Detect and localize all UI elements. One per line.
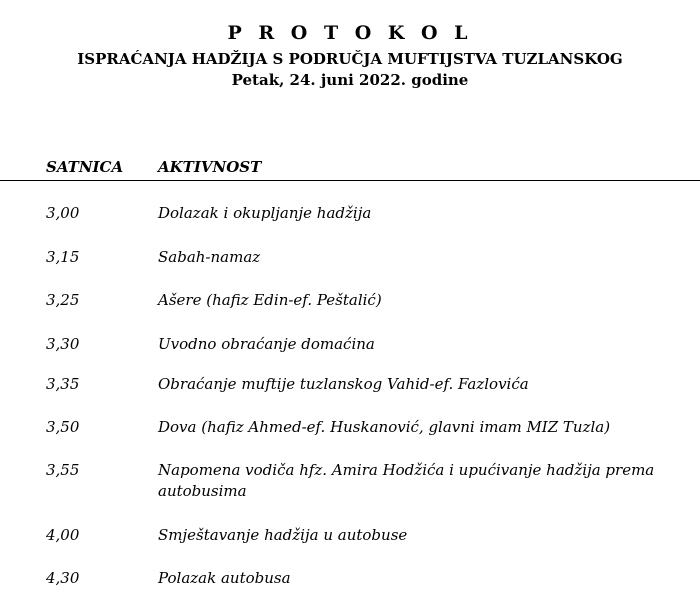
row-activity: Dova (hafiz Ahmed-ef. Huskanović, glavni imam MIZ Tuzla): [158, 418, 611, 436]
document-date: Petak, 24. juni 2022. godine: [231, 71, 469, 89]
column-header-activity: AKTIVNOST: [158, 158, 262, 176]
row-activity: Polazak autobusa: [158, 569, 291, 587]
row-activity: Smještavanje hadžija u autobuse: [158, 526, 408, 544]
row-time: 3,50: [46, 418, 80, 436]
row-activity: Obraćanje muftije tuzlanskog Vahid-ef. Fazlovića: [158, 375, 529, 393]
document-subtitle: ISPRAĆANJA HADŽIJA S PODRUČJA MUFTIJSTVA TUZLANSKOG: [77, 50, 623, 68]
row-time: 3,30: [46, 335, 80, 353]
row-time: 3,55: [46, 461, 80, 479]
row-activity: Sabah-namaz: [158, 248, 261, 266]
row-activity: Napomena vodiča hfz. Amira Hodžića i upućivanje hadžija prema autobusima: [158, 461, 655, 500]
row-activity: Uvodno obraćanje domaćina: [158, 335, 375, 353]
row-time: 3,15: [46, 248, 80, 266]
header-divider: [0, 180, 700, 181]
row-time: 4,00: [46, 526, 80, 544]
row-activity: Ašere (hafiz Edin-ef. Peštalić): [158, 291, 382, 309]
column-header-time: SATNICA: [46, 158, 124, 176]
row-activity: Dolazak i okupljanje hadžija: [158, 204, 372, 222]
row-time: 4,30: [46, 569, 80, 587]
row-time: 3,00: [46, 204, 80, 222]
row-time: 3,35: [46, 375, 80, 393]
document-title: P R O T O K O L: [227, 22, 473, 44]
row-time: 3,25: [46, 291, 80, 309]
